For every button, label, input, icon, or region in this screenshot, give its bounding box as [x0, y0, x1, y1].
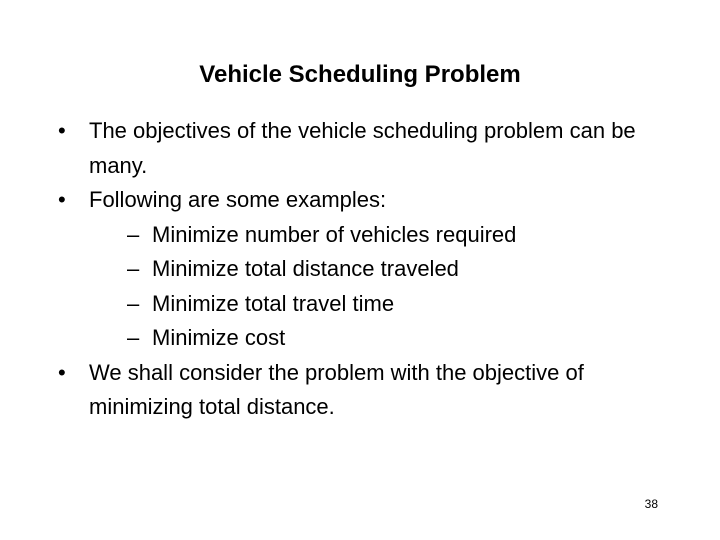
sub-bullet-text: Minimize number of vehicles required: [152, 221, 517, 247]
bullet-dot-icon: •: [58, 118, 66, 143]
bullet-item-objective-choice: [58, 356, 678, 425]
bullet-text: We shall consider the problem with the objective of minimizing total distance.: [89, 359, 584, 419]
bullet-text: Following are some examples:: [89, 187, 387, 212]
sub-bullet-item: [89, 218, 678, 253]
sub-bullet-item: [89, 321, 678, 356]
page-number: 38: [644, 497, 658, 511]
dash-icon: –: [127, 256, 140, 281]
slide-title: Vehicle Scheduling Problem: [199, 61, 521, 88]
dash-icon: –: [127, 325, 140, 350]
sub-bullet-list: [89, 218, 678, 356]
dash-icon: –: [127, 290, 140, 316]
dash-icon: –: [127, 221, 140, 247]
sub-bullet-item: [89, 287, 678, 322]
bullet-list: [58, 114, 678, 425]
bullet-dot-icon: •: [58, 187, 66, 212]
sub-bullet-text: Minimize total travel time: [152, 290, 395, 316]
sub-bullet-text: Minimize cost: [152, 325, 286, 350]
sub-bullet-item: [89, 252, 678, 287]
bullet-dot-icon: •: [58, 359, 66, 385]
sub-bullet-text: Minimize total distance traveled: [152, 256, 459, 281]
bullet-item-examples: [58, 183, 678, 356]
bullet-text: The objectives of the vehicle scheduling problem can be many.: [89, 118, 636, 178]
bullet-item-objectives: [58, 114, 678, 183]
